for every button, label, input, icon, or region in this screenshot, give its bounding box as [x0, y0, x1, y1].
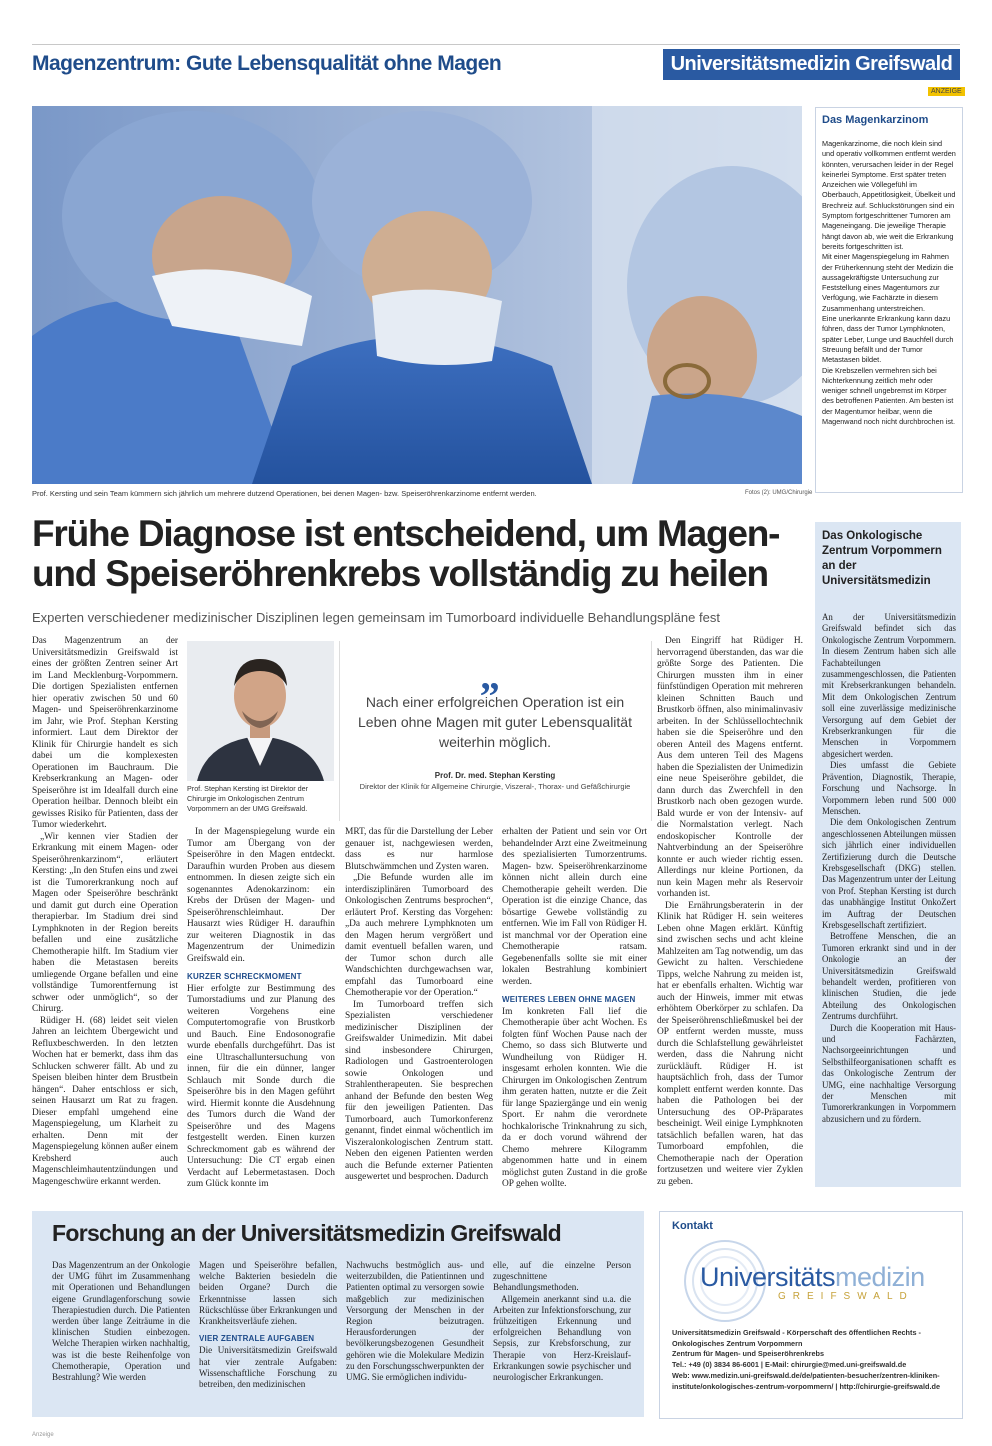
article-column-1 [32, 636, 178, 1188]
forschung-column-1 [52, 1260, 190, 1383]
subheading: WEITERES LEBEN OHNE MAGEN [502, 995, 636, 1004]
paragraph: MRT, das für die Darstellung der Leber genauer ist, nachgewiesen werden, dass es nur harmlose Blutschwämmchen und Zysten waren. [345, 827, 493, 872]
contact-line: Zentrum für Magen- und Speiseröhrenkrebs [672, 1349, 825, 1359]
page-headline: Magenzentrum: Gute Lebensqualität ohne Magen [32, 52, 502, 75]
logo-light: medizin [835, 1262, 925, 1292]
article-column-2 [187, 827, 335, 1191]
paragraph: Nachwuchs bestmöglich aus- und weiterzubilden, die Patientinnen und Patienten optimal zu versorgen sowie maßgeblich zur medizinischen Versorgung der Menschen in der Region beizutragen. Herausforderungen der bevölkerungsbezogenen Gesundheit gehören wie die Molekulare Medizin zu den Forschungsschwerpunkten der UMG. Sie ermöglichen individu- [346, 1260, 484, 1383]
brand-banner: Universitätsmedizin Greifswald [663, 49, 960, 80]
paragraph: Den Eingriff hat Rüdiger H. hervorragend überstanden, das war die größte Sorge des Patienten. Die Chirurgen mussten ihm in einer fünfstündigen Operation mit mehreren kleinen Schnitten Bauch und Brustkorb öffnen, also minimalinvasiv arbeiten. In der Schlüssellochtechnik haben sie die Speiseröhre und den oberen Anteil des Magens entfernt. Aus dem unteren Teil des Magens haben die Spezialisten der Unimedizin eine neue Speiseröhre gebildet, die dann durch das Zwerchfell in den Brustkorb nach oben gezogen wurde. Bald wurde er von der Intensiv- auf die Normalstation verlegt. Nach endoskopischer Kontrolle der Nahtverbindung an der Speiseröhre konnte er auch wieder richtig essen. Allerdings nur kleine Portionen, da nun kein Magen mehr als Reservoir vorhanden ist. [657, 636, 803, 899]
surgeons-illustration [32, 106, 802, 484]
paragraph: Betroffene Menschen, die an Tumoren erkrankt sind und in der Onkologie an der Universitätsmedizin Greifswald behandelt werden, profitieren von klinischen Studien, die jede Abteilung des Onkologischen Zentrums durchführt. [822, 931, 956, 1022]
paragraph: Hier erfolgte zur Bestimmung des Tumorstadiums und zur Planung des weiteren Vorgehens eine Computertomografie von Brustkorb und Bauch. Eine Endosonografie wurde ebenfalls durchgeführt. Das ist eine Ultraschalluntersuchung von innen, für die ein dünner, langer Schlauch mit Sonde durch die Speiseröhre bis in den Magen geführt wird. Hiermit konnte die Ausdehnung des Tumors durch die Wand der Speiseröhre und des Magens festgestellt werden. Einen kurzen Schreckmoment gab es während der Untersuchung: Die CT ergab einen Verdacht auf Lebermetastasen. Doch zum Glück konnte im [187, 983, 335, 1189]
article-column-5 [657, 636, 803, 1188]
contact-phone-email[interactable]: Tel.: +49 (0) 3834 86-6001 | E-Mail: chirurgie@med.uni-greifswald.de [672, 1360, 907, 1370]
portrait-photo [187, 641, 334, 781]
paragraph: An der Universitätsmedizin Greifswald befindet sich das Onkologische Zentrum Vorpommern. In diesem Zentrum haben sich alle Fachabteilungen zusammengeschlossen, die Patienten mit Krebserkrankungen behandeln. Mit dem Onkologischen Zentrum soll eine zuverlässige medizinische Versorgung auf dem Gebiet der Krebserkrankungen für die Menschen in Vorpommern abgesichert werden. [822, 612, 956, 759]
pull-quote: Nach einer erfolgreichen Operation ist ein Leben ohne Magen mit guter Lebensqualität weiterhin möglich. [358, 694, 632, 750]
forschung-title: Forschung an der Universitätsmedizin Greifswald [52, 1220, 562, 1246]
magenkarzinom-text [822, 139, 956, 427]
logo-main: Universitäts [700, 1262, 836, 1292]
paragraph: In der Magenspiegelung wurde ein Tumor am Übergang von der Speiseröhre in den Magen entdeckt. Daraufhin wurden Proben aus diesem entnommen. In diesen zeigte sich ein sogenanntes Adenokarzinom: ein Krebs der Drüsen der Magen- und Speiseröhrenschleimhaut. Der Hausarzt wies Rüdiger H. daraufhin zur weiteren Diagnostik in das Magenzentrum der Unimedizin Greifswald ein. [187, 827, 335, 964]
article-title: Frühe Diagnose ist entscheidend, um Magen- und Speiseröhrenkrebs vollständig zu heilen [32, 513, 780, 594]
forschung-column-4 [493, 1260, 631, 1383]
subheading: KURZER SCHRECKMOMENT [187, 972, 302, 981]
paragraph: Durch die Kooperation mit Haus- und Fachärzten, Nachsorgeeinrichtungen und Selbsthilfeorganisationen schafft es das Onkologische Zentrum der UMG, eine nachhaltige Versorgung der Menschen mit Tumorerkrankungen in Vorpommern abzusichern und zu fördern. [822, 1022, 956, 1124]
paragraph: erhalten der Patient und sein vor Ort behandelnder Arzt eine Zweitmeinung des spezialisierten Tumorzentrums. Magen- bzw. Speiseröhrenkarzinome können nicht allein durch eine Chemotherapie geheilt werden. Die Operation ist die einzige Chance, das bösartige Gewebe vollständig zu entfernen. Wie im Fall von Rüdiger H. ist manchmal vor der Operation eine Chemotherapie ratsam. Gegebenenfalls sollte sie mit einer lokalen Bestrahlung kombiniert werden. [502, 827, 647, 987]
surgeons-photo [32, 106, 802, 484]
article-column-3 [345, 827, 493, 1184]
ad-label: ANZEIGE [928, 87, 965, 96]
paragraph: „Die Befunde wurden alle im interdisziplinären Tumorboard des Onkologischen Zentrums besprochen“, erläutert Prof. Kersting das Vorgehen: „Da auch mehrere Lymphknoten um den Magen herum vergrößert und damit eventuell befallen waren, und der Tumor schon durch alle Wandschichten durchgewachsen war, empfahl das Tumorboard eine Chemotherapie vor der Operation.“ [345, 873, 493, 998]
onkologie-text [822, 612, 956, 1125]
paragraph: elle, auf die einzelne Person zugeschnittene Behandlungsmethoden. [493, 1260, 631, 1293]
paragraph: Die Ernährungsberaterin in der Klinik hat Rüdiger H. sein weiteres Leben ohne Magen erklärt. Künftig sind zwischen sechs und acht kleine Mahlzeiten am Tag notwendig, um das Gewicht zu halten. Verschiedene Tipps, welche Nahrung zu meiden ist, hat er ebenfalls erhalten. Wichtig war auch der Hinweis, immer mit etwas erhöhtem Oberkörper zu schlafen. Da der Speiseröhrenschließmuskel bei der OP entfernt werden musste, muss durch die Schlafstellung gewährleistet werden, dass die Nahrung nicht zurückläuft. Rüdiger H. ist hauptsächlich froh, dass der Tumor komplett entfernt werden konnte. Das haben die Pathologen bei der Untersuchung des OP-Präparates bescheinigt. Weil einige Lymphknoten tatsächlich befallen waren, hat das Tumorboard empfohlen, die Chemotherapie nach der Operation fortzusetzen und weitere vier Zyklen zu geben. [657, 900, 803, 1187]
article-column-4 [502, 827, 647, 1191]
photo-caption: Prof. Kersting und sein Team kümmern sich jährlich um mehrere dutzend Operationen, bei denen Magen- bzw. Speiseröhrenkarzinome entfernt werden. [32, 489, 537, 498]
paragraph: Rüdiger H. (68) leidet seit vielen Jahren an leichtem Übergewicht und Refluxbeschwerden. In den letzten Wochen hat er bemerkt, dass ihm das Schlucken schwerer fällt. Ab und zu Speisen bleiben hinter dem Brustbein hängen“. Daher entschloss er sich, seinen Hausarzt um Rat zu fragen. Dieser empfahl umgehend eine Magenspiegelung, um Klarheit zu erhalten. Denn mit der Magenspiegelung können außer einem Krebsherd auch Magenschleimhautentzündungen und Magengeschwüre erkannt werden. [32, 1015, 178, 1187]
subheading: VIER ZENTRALE AUFGABEN [199, 1334, 315, 1344]
divider [339, 641, 340, 821]
contact-title: Kontakt [672, 1220, 713, 1232]
university-logo [700, 1262, 925, 1293]
footer-mark: Anzeige [32, 1432, 54, 1438]
quote-author-role: Direktor der Klinik für Allgemeine Chirurgie, Viszeral-, Thorax- und Gefäßchirurgie [359, 782, 631, 791]
paragraph: Die Krebszellen vermehren sich bei Nichterkennung zeitlich mehr oder weniger schnell ungebremst im Körper des betroffenen Patienten. Am besten ist der Magentumor heilbar, wenn die Magenwand noch nicht durchbrochen ist. [822, 365, 956, 427]
article-subtitle: Experten verschiedener medizinischer Disziplinen legen gemeinsam im Tumorboard individuelle Behandlungspläne fest [32, 610, 720, 625]
top-rule [32, 44, 960, 45]
forschung-column-3 [346, 1260, 484, 1383]
paragraph: Magen und Speiseröhre befallen, welche Bakterien besiedeln die beiden Organe? Durch die Erkenntnisse lassen sich Rückschlüsse über Erkrankungen und Krankheitsverläufe ziehen. [199, 1260, 337, 1327]
logo-subtitle: GREIFSWALD [778, 1291, 914, 1302]
paragraph: Im konkreten Fall lief die Chemotherapie über acht Wochen. Es folgten fünf Wochen Pause nach der Chemo, so dass sich Blutwerte und Wundheilung von Rüdiger H. insgesamt erholen konnten. Wie die Chirurgen im Onkologischen Zentrum ihm geraten hatten, nutzte er die Zeit für lange Spaziergänge und ein wenig Sport. Er nahm die verordnete hochkalorische Trinknahrung zu sich, da er doch vorund während der Chemo mehrere Kilogramm abgenommen hatte und in einem möglichst guten Zustand in die große OP gehen wollte. [502, 1006, 647, 1189]
contact-web[interactable]: Web: www.medizin.uni-greifswald.de/de/patienten-besucher/zentren-kliniken-institute/onkologisches-zentrum-vorpommern/ | http://chirurgie-greifswald.de [672, 1370, 940, 1391]
forschung-column-2 [199, 1260, 337, 1390]
divider [651, 641, 652, 821]
paragraph: Im Tumorboard treffen sich Spezialisten verschiedener medizinischer Disziplinen der Greifswalder Unimedizin. Mit dabei sind insbesondere Chirurgen, Radiologen und Gastroenterologen sowie Onkologen und Strahlentherapeuten. Sie besprechen anhand der Befunde den besten Weg für den jeweiligen Patienten. Das Tumorboard, auch Tumorkonferenz genannt, findet einmal wöchentlich im Viszeralonkologischen Zentrum statt. Neben den eigenen Patienten werden auch die Befunde externer Patienten ausgewertet und besprochen. Dadurch [345, 999, 493, 1182]
quote-mark: „ [480, 653, 500, 698]
contact-line: Onkologisches Zentrum Vorpommern [672, 1338, 803, 1348]
quote-author: Prof. Dr. med. Stephan Kersting [434, 771, 556, 780]
onkologie-title: Das Onkologische Zentrum Vorpommern an der Universitätsmedizin [822, 530, 942, 587]
paragraph: Das Magenzentrum an der Onkologie der UMG führt im Zusammenhang mit Operationen und Behandlungen eigene Grundlagenforschung sowie Therapiestudien durch. Die Patienten werden über lange Zeiträume in die klinischen Studien einbezogen. Welche Therapien wirken nachhaltig, was ist die beste Reihenfolge von Chemotherapie, Operation und Bestrahlung? Wie werden [52, 1260, 190, 1383]
paragraph: Eine unerkannte Erkrankung kann dazu führen, dass der Tumor Lymphknoten, später Leber, Lunge und Bauchfell durch Streuung befällt und der Tumor Metastasen bildet. [822, 314, 954, 365]
portrait-caption: Prof. Stephan Kersting ist Direktor der Chirurgie im Onkologischen Zentrum Vorpommern an der UMG Greifswald. [187, 784, 309, 813]
contact-details [672, 1328, 957, 1392]
photo-credit: Fotos (2): UMG/Chirurgie [745, 490, 813, 496]
magenkarzinom-title: Das Magenkarzinom [822, 114, 929, 126]
paragraph: Die Universitätsmedizin Greifswald hat vier zentrale Aufgaben: Wissenschaftliche Forschung zu betreiben, den medizinischen [199, 1345, 337, 1390]
paragraph: Mit einer Magenspiegelung im Rahmen der Früherkennung steht der Medizin die aussagekräftigste Untersuchung zur Feststellung eines Magentumors zur Verfügung, wie Fachärzte in diesem Zusammenhang unterstreichen. [822, 252, 954, 313]
paragraph: Allgemein anerkannt sind u.a. die Arbeiten zur Infektionsforschung, zur frühzeitigen Erkennung und erfolgreichen Behandlung von Sepsis, zur Krebsforschung, zur Therapie von Herz-Kreislauf-Erkrankungen sowie psychischer und neurologischer Erkrankungen. [493, 1293, 631, 1383]
contact-line: Universitätsmedizin Greifswald - Körperschaft des öffentlichen Rechts - [672, 1328, 921, 1337]
paragraph: Dies umfasst die Gebiete Prävention, Diagnostik, Therapie, Forschung und Nachsorge. In Vorpommern leben rund 500 000 Menschen. [822, 760, 956, 816]
paragraph: Magenkarzinome, die noch klein sind und operativ vollkommen entfernt werden könnten, verursachen leider in der Regel keinerlei Symptome. Erst später treten Anzeichen wie Völlegefühl im Oberbauch, Appetitlosigkeit, Übelkeit und Brechreiz auf. Schluckstörungen sind ein Symptom fortgeschrittener Tumoren am Mageneingang. Die jeweilige Therapie hängt davon ab, wie weit die Erkrankung bereits fortgeschritten ist. [822, 139, 956, 251]
paragraph: Die dem Onkologischen Zentrum angeschlossenen Abteilungen müssen sich jährlich einer individuellen Zertifizierung durch die Deutsche Krebsgesellschaft (DKG) stellen. Das Magenzentrum unter der Leitung von Prof. Stephan Kersting ist durch das unabhängige Institut OnkoZert im Auftrag der Deutschen Krebsgesellschaft zertifiziert. [822, 817, 956, 930]
portrait-illustration [187, 641, 334, 781]
paragraph: Das Magenzentrum an der Universitätsmedizin Greifswald ist eines der größten Zentren seiner Art im Land Mecklenburg-Vorpommern. Die dortigen Spezialisten entfernen hier operativ zwischen 50 und 60 Magen- und Speiseröhrenkarzinome im Jahr, wie Prof. Stephan Kersting informiert. Laut dem Direktor der Klinik für Chirurgie handelt es sich dabei um die komplexesten Operationen im Bauchraum. Die Krebserkrankung an Magen- oder Speiseröhre ist im Idealfall durch eine Operation heilbar. Dennoch bleibt ein gewisses Risiko für Patienten, dass der Tumor wiederkehrt. [32, 636, 178, 830]
paragraph: „Wir kennen vier Stadien der Erkrankung mit einem Magen- oder Speiseröhrenkarzinom“, erläutert Kersting: „In den Stufen eins und zwei ist die Tumorerkrankung noch auf Magen oder Speiseröhre beschränkt und damit gut durch eine Operation therapierbar. Im Stadium drei sind Lymphknoten in der Region bereits befallen und eine zusätzliche Chemotherapie hilft. Im Stadium vier haben die Metastasen bereits umliegende Organe befallen und eine vollständige Tumorentfernung ist schwer oder unmöglich“, so der Chirurg. [32, 831, 178, 1014]
